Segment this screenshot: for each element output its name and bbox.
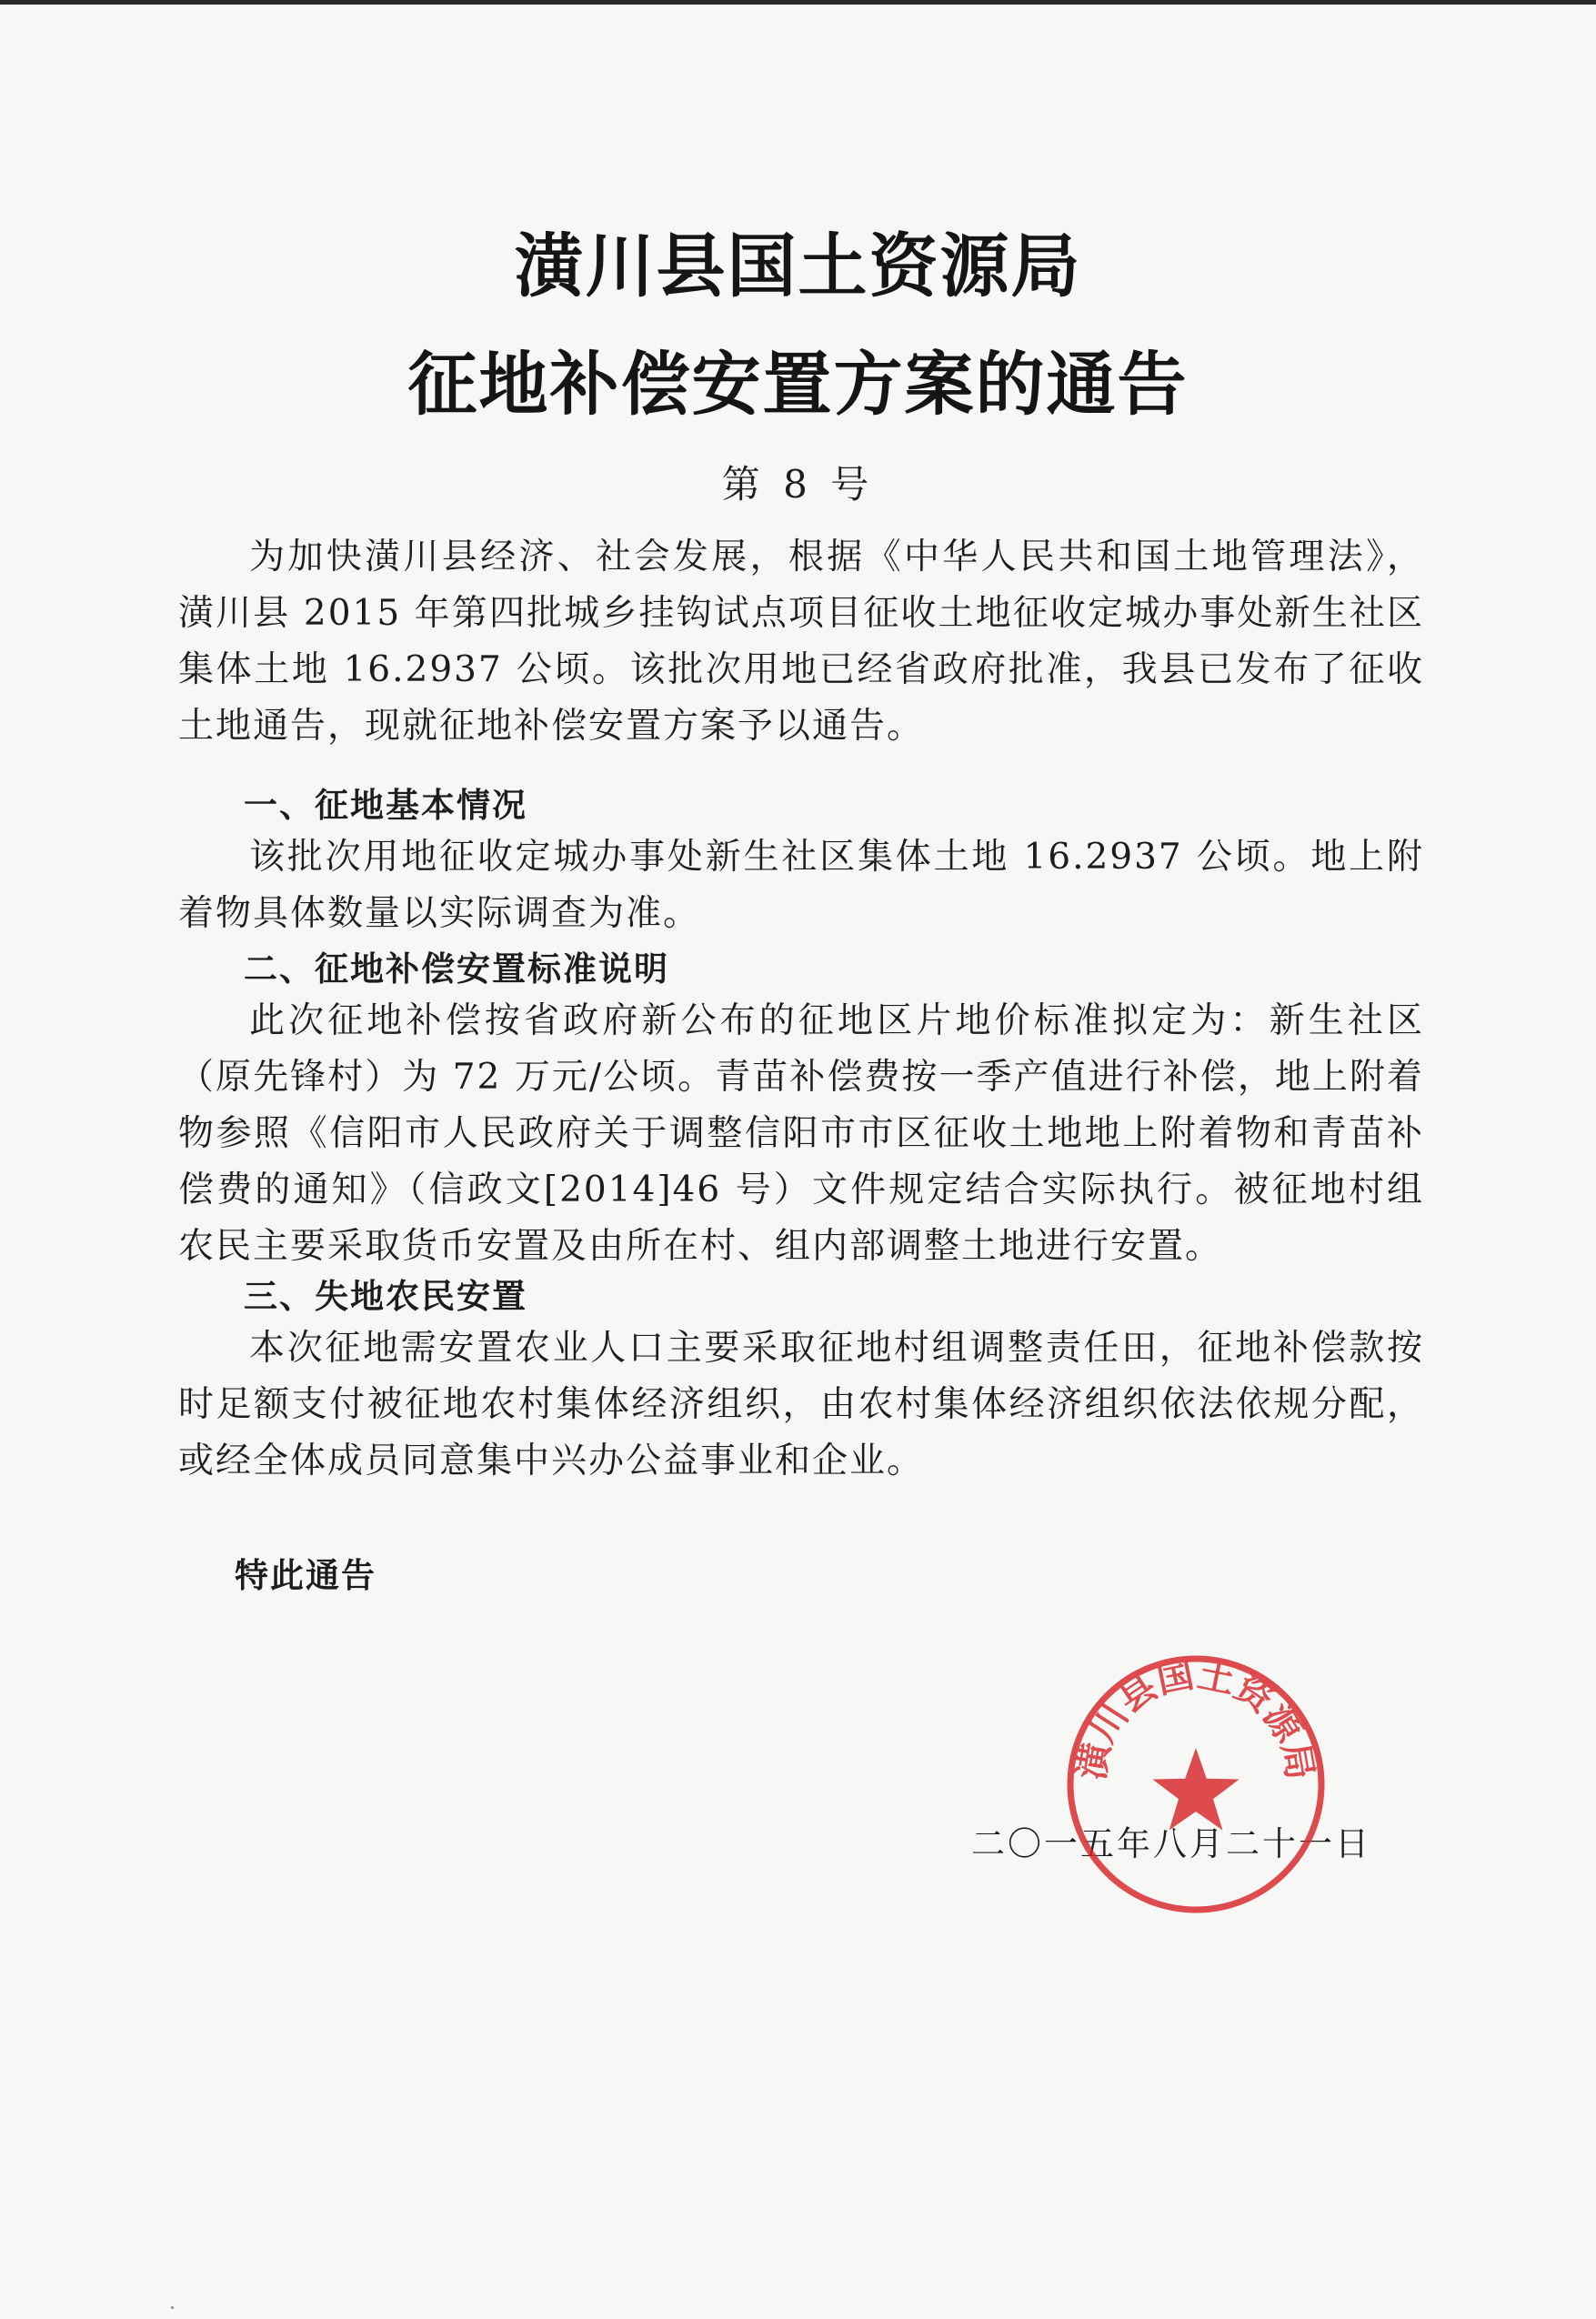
scan-speck [171, 2306, 174, 2309]
section-body-3: 本次征地需安置农业人口主要采取征地村组调整责任田，征地补偿款按时足额支付被征地农村集体经济组织，由农村集体经济组织依法依规分配，或经全体成员同意集中兴办公益事业和企业。 [178, 1328, 1424, 1481]
section-heading-3: 三、失地农民安置 [244, 1277, 527, 1316]
intro-paragraph: 为加快潢川县经济、社会发展，根据《中华人民共和国土地管理法》，潢川县 2015 年第四批城乡挂钩试点项目征收土地征收定城办事处新生社区集体土地 16.2937 公顷。该批次用地已经省政府批准，我县已发布了征收土地通告，现就征地补偿安置方案予以通告。 [178, 537, 1424, 747]
closing-statement: 特此通告 [235, 1556, 376, 1595]
document-title-line2: 征地补偿安置方案的通告 [407, 344, 1189, 425]
section-heading-1: 一、征地基本情况 [244, 786, 527, 825]
section-body-2: 此次征地补偿按省政府新公布的征地区片地价标准拟定为：新生社区（原先锋村）为 72 万元/公顷。青苗补偿费按一季产值进行补偿，地上附着物参照《信阳市人民政府关于调整信阳市市区征收土地地上附着物和青苗补偿费的通知》（信政文[2014]46 号）文件规定结合实际执行。被征地村组农民主要采取货币安置及由所在村、组内部调整土地进行安置。 [178, 1000, 1424, 1267]
issue-date: 二〇一五年八月二十一日 [971, 1824, 1371, 1863]
seal-star-icon [1152, 1748, 1239, 1831]
section-heading-2: 二、征地补偿安置标准说明 [244, 949, 669, 989]
scan-top-edge [0, 0, 1596, 5]
seal-text: 潢川县国土资源局 [1069, 1652, 1322, 1783]
document-number: 第 8 号 [721, 462, 875, 507]
section-body-1: 该批次用地征收定城办事处新生社区集体土地 16.2937 公顷。地上附着物具体数量以实际调查为准。 [178, 837, 1424, 934]
document-title-line1: 潢川县国土资源局 [514, 226, 1082, 306]
official-seal-stamp [1059, 1648, 1332, 1921]
